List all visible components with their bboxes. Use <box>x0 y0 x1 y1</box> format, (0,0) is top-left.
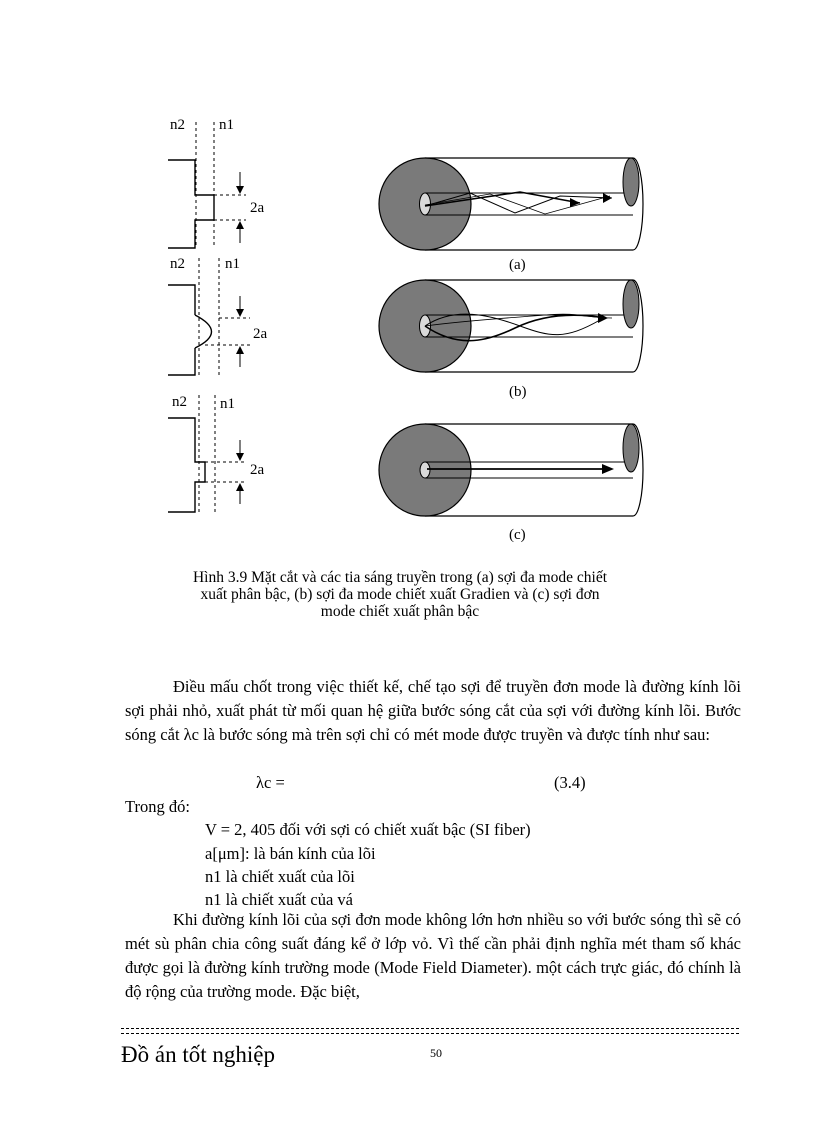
footer-rule-bottom <box>121 1033 739 1034</box>
profile-a <box>168 122 246 248</box>
definition-n1-core: n1 là chiết xuất của lõi <box>205 867 355 886</box>
profile-c-n2: n2 <box>172 394 187 410</box>
profile-b <box>168 258 250 375</box>
where-label: Trong đó: <box>125 797 190 816</box>
formula-lhs: λc = <box>256 773 285 792</box>
profile-a-n2: n2 <box>170 117 185 133</box>
figure-caption <box>150 569 650 620</box>
caption-line-1: Hình 3.9 Mặt cắt và các tia sáng truyền trong (a) sợi đa mode chiết <box>192 569 608 586</box>
profile-c-n1: n1 <box>220 396 235 412</box>
fiber-c-label: (c) <box>509 527 526 543</box>
caption-line-2: xuất phân bậc, (b) sợi đa mode chiết xuất Gradien và (c) sợi đơn <box>200 586 600 603</box>
caption-line-3: mode chiết xuất phân bậc <box>320 603 480 620</box>
definition-n1-clad: n1 là chiết xuất của vá <box>205 890 353 909</box>
profile-a-dim: 2a <box>250 200 265 216</box>
paragraph-2: Khi đường kính lõi của sợi đơn mode không lớn hơn nhiều so với bước sóng thì sẽ có mét sù phân chia công suất đáng kể ở lớp vỏ. Vì thế cần phải định nghĩa mét tham số khác được gọi là đường kính trường mode (Mode Field Diameter). một cách trực giác, đó chính là độ rộng của trường mode. Đặc biệt, <box>125 910 741 1001</box>
paragraph-1: Điều mấu chốt trong việc thiết kế, chế tạo sợi để truyền đơn mode là đường kính lõi sợi phải nhỏ, xuất phát từ mối quan hệ giữa bước sóng cắt của sợi với đường kính lõi. Bước sóng cắt λc là bước sóng mà trên sợi chỉ có mét mode được truyền và được tính như sau: <box>125 677 741 744</box>
profile-b-n2: n2 <box>170 256 185 272</box>
footer-title: Đồ án tốt nghiệp <box>121 1042 275 1067</box>
fiber-a-label: (a) <box>509 257 526 273</box>
profile-b-dim: 2a <box>253 326 268 342</box>
page-number: 50 <box>430 1046 442 1060</box>
figure-3-9 <box>0 0 816 560</box>
formula-number: (3.4) <box>554 773 586 792</box>
fiber-b <box>379 280 643 372</box>
profile-a-n1: n1 <box>219 117 234 133</box>
fiber-a <box>379 158 643 250</box>
profile-b-n1: n1 <box>225 256 240 272</box>
footer-rule-top <box>121 1028 739 1029</box>
fiber-c <box>379 424 643 516</box>
fiber-b-label: (b) <box>509 384 527 400</box>
definition-v: V = 2, 405 đối với sợi có chiết xuất bậc (SI fiber) <box>205 820 531 839</box>
profile-c-dim: 2a <box>250 462 265 478</box>
definition-a: a[μm]: là bán kính của lõi <box>205 844 376 863</box>
